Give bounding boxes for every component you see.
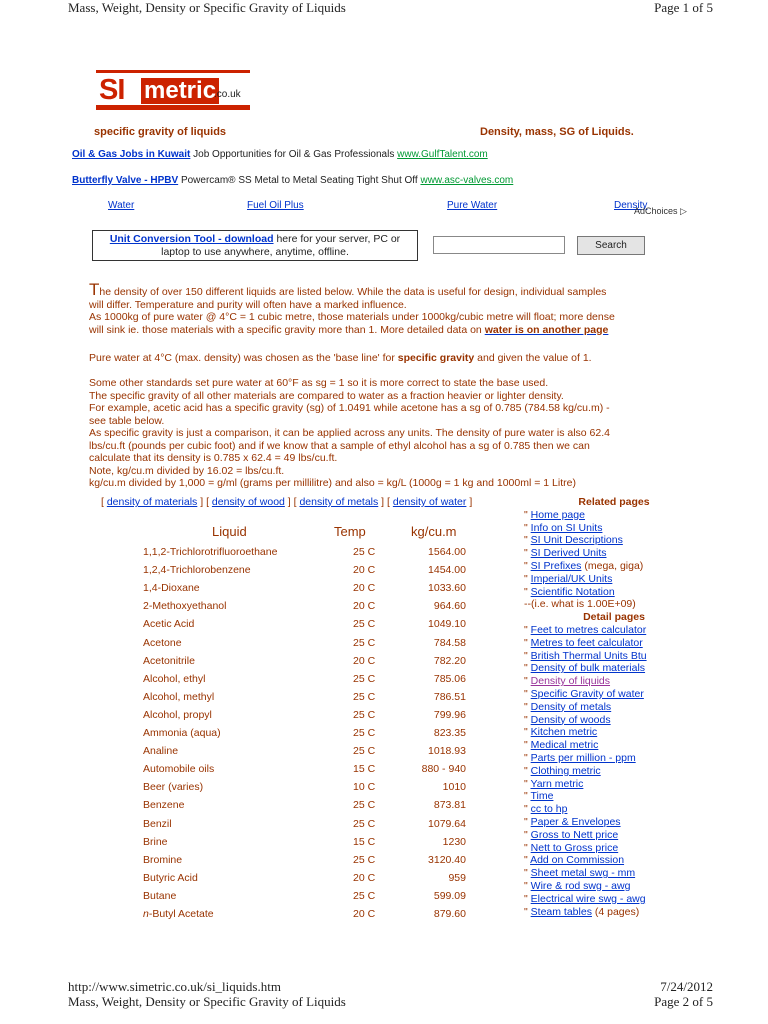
ad-text: Powercam® SS Metal to Metal Seating Tight Shut Off [180,175,418,186]
table-row [140,763,480,781]
density-value: 1049.10 [428,618,466,631]
detail-item[interactable]: " cc to hp [524,803,568,816]
detail-item[interactable]: " Yarn metric [524,777,584,790]
scientific-notation-note: --(i.e. what is 1.00E+09) [524,598,636,611]
detail-link[interactable]: Nett to Gross price [530,841,619,854]
ad-url[interactable]: www.asc-valves.com [420,175,514,186]
intro-paragraph: The density of over 150 different liquids are listed below. While the data is useful for design, individual samples will differ. Temperature and purity will often have a marked influence. As 1000kg of pure water @ 4°C = 1 cubic metre, those materials under 1000kg/cubic metre will float; more dense will sink ie. those materials with a specific gravity more than 1. More detailed data on water is on another page [89,280,615,336]
simetric-logo[interactable] [96,70,250,116]
table-row [140,799,480,817]
density-crosslinks: [ density of materials ] [ density of wood ] [ density of metals ] [ density of water ] [101,496,473,508]
table-row [140,600,480,618]
temperature: 25 C [353,636,376,649]
print-page-number: Page 1 of 5 [654,0,713,15]
footer-title: Mass, Weight, Density or Specific Gravity of Liquids [68,994,346,1009]
logo-metric: metric [141,78,219,104]
ad-text: Job Opportunities for Oil & Gas Professionals [193,149,395,160]
temperature: 10 C [353,781,376,794]
density-value: 879.60 [433,908,466,920]
detail-link[interactable]: Yarn metric [530,777,584,790]
detail-item[interactable]: " British Thermal Units Btu [524,649,647,662]
conversion-text-2: laptop to use anywhere, anytime, offline. [161,246,349,258]
col-header-density: kg/cu.m [411,524,457,539]
detail-heading: Detail pages [583,611,645,624]
temperature: 20 C [353,564,376,577]
liquid-name: Ammonia (aqua) [143,727,221,739]
detail-item[interactable]: " Nett to Gross price [524,841,619,854]
nav-link-density[interactable]: Density [614,200,648,211]
col-header-temp: Temp [334,524,366,539]
density-value: 785.06 [433,672,466,685]
ad-oil-gas[interactable] [72,149,488,160]
detail-item[interactable]: " Electrical wire swg - awg [524,892,646,905]
temperature: 25 C [353,546,376,558]
footer-date: 7/24/2012 [660,979,713,994]
nav-link-water[interactable]: Water [108,200,135,211]
detail-link[interactable]: Paper & Envelopes [530,815,621,828]
density-value: 1010 [442,781,466,794]
density-value: 784.58 [433,636,466,649]
density-value: 873.81 [433,799,466,812]
temperature: 20 C [353,654,376,667]
table-row [140,637,480,655]
temperature: 25 C [353,817,376,830]
density-value: 786.51 [433,690,466,703]
liquid-name: 1,2,4-Trichlorobenzene [143,564,251,577]
detail-item[interactable]: " Add on Commission [524,854,625,867]
liquid-name: 1,1,2-Trichlorotrifluoroethane [143,546,278,558]
detail-link[interactable]: Feet to metres calculator [530,623,647,636]
ad-butterfly-valve[interactable] [72,175,513,186]
liquid-name: Analine [143,745,179,758]
liquid-name: Beer (varies) [143,781,204,794]
detail-item[interactable]: " Paper & Envelopes [524,815,621,828]
temperature: 25 C [353,853,376,866]
link-density-materials[interactable]: density of materials [106,496,198,508]
subhead-right: Density, mass, SG of Liquids. [480,126,634,138]
ad-title[interactable]: Butterfly Valve - HPBV [72,175,179,186]
detail-item[interactable]: " Wire & rod swg - awg [524,879,631,892]
detail-item[interactable]: " Sheet metal swg - mm [524,867,636,880]
temperature: 25 C [353,745,376,758]
subhead-left: specific gravity of liquids [94,126,227,138]
detail-link[interactable]: Sheet metal swg - mm [530,867,636,880]
detail-link[interactable]: Gross to Nett price [530,828,619,841]
temperature: 20 C [353,908,376,920]
table-row [140,655,480,673]
table-row [140,673,480,691]
table-row [140,836,480,854]
related-link[interactable]: Imperial/UK Units [530,572,613,585]
density-value: 1033.60 [428,582,466,595]
detail-item[interactable]: " Gross to Nett price [524,828,619,841]
water-page-link[interactable]: water is on another page [484,323,609,336]
print-header [68,0,713,16]
density-value: 782.20 [433,654,466,667]
related-pages-sidebar [524,496,694,918]
search-button[interactable]: Search [577,236,645,255]
detail-link[interactable]: Density of liquids [530,675,611,688]
detail-link[interactable]: cc to hp [530,803,568,816]
search-input[interactable] [433,236,565,254]
detail-link[interactable]: Density of woods [530,713,611,726]
density-value: 964.60 [433,600,466,613]
detail-link[interactable]: Metres to feet calculator [530,636,643,649]
conversion-tool-box [92,230,418,261]
col-header-liquid: Liquid [212,524,247,539]
liquid-name: Benzil [143,817,172,830]
related-link[interactable]: SI Prefixes [530,559,582,572]
temperature: 25 C [353,672,376,685]
conversion-text: here for your server, PC or [276,233,401,245]
related-link[interactable]: SI Derived Units [530,547,607,560]
detail-item[interactable]: " Steam tables (4 pages) [524,905,640,918]
table-row [140,908,480,926]
detail-link[interactable]: Density of bulk materials [530,662,646,675]
related-link[interactable]: Scientific Notation [530,585,615,598]
density-value: 3120.40 [428,853,466,866]
liquid-name: Automobile oils [143,763,215,776]
temperature: 20 C [353,582,376,595]
detail-item[interactable]: " Medical metric [524,739,599,752]
liquid-name: Acetic Acid [143,618,195,631]
detail-item[interactable]: " Kitchen metric [524,726,598,739]
detail-item[interactable]: " Parts per million - ppm [524,751,636,764]
detail-item[interactable]: " Density of metals [524,700,612,713]
temperature: 25 C [353,618,376,631]
related-item[interactable]: " Info on SI Units [524,521,603,534]
temperature: 20 C [353,871,376,884]
liquid-name: 1,4-Dioxane [143,582,200,595]
nav-link-pure-water[interactable]: Pure Water [447,200,498,211]
table-row [140,890,480,908]
liquid-name: n-Butyl Acetate [143,908,214,920]
liquid-name: Bromine [143,853,183,866]
related-heading: Related pages [578,496,650,508]
liquid-name: Acetonitrile [143,654,195,667]
table-row [140,818,480,836]
density-value: 599.09 [433,889,466,902]
detail-item[interactable]: " Time [524,790,554,803]
link-density-water[interactable]: density of water [392,496,467,508]
related-item[interactable]: " SI Prefixes (mega, giga) [524,559,644,572]
table-row [140,582,480,600]
liquid-name: Benzene [143,799,185,812]
drop-cap: T [89,280,100,299]
related-link[interactable]: Info on SI Units [530,521,603,534]
detail-item[interactable]: " Feet to metres calculator [524,623,647,636]
specific-gravity-paragraph: Pure water at 4°C (max. density) was chosen as the 'base line' for specific gravity and given the value of 1. [89,352,592,364]
print-header-page2 [68,994,713,1010]
density-value: 1454.00 [428,564,466,577]
detail-link[interactable]: Density of metals [530,700,612,713]
density-value: 1564.00 [428,546,466,558]
table-row [140,781,480,799]
related-link[interactable]: SI Unit Descriptions [530,534,623,547]
table-row [140,691,480,709]
detail-item[interactable]: " Density of bulk materials [524,662,646,675]
related-item[interactable]: " Imperial/UK Units [524,572,613,585]
detail-link[interactable]: Medical metric [530,739,599,752]
standards-paragraph: Some other standards set pure water at 60°F as sg = 1 so it is more correct to state the base used. The specific gravity of all other materials are compared to water as a fraction heavier or lighter density. For example, acetic acid has a specific gravity (sg) of 1.0491 while acetone has a sg of 0.785 (784.58 kg/cu.m) - see table below. As specific gravity is just a comparison, it can be applied across any units. The density of pure water is also 62.4 lbs/cu.ft (pounds per cubic foot) and if we know that a sample of ethyl alcohol has a sg of 0.785 then we can calculate that its density is 0.785 x 62.4 = 49 lbs/cu.ft. Note, kg/cu.m divided by 16.02 = lbs/cu.ft. kg/cu.m divided by 1,000 = g/ml (grams per millilitre) and also = kg/L (1000g = 1 kg and 1000ml = 1 Litre) [89,377,610,489]
footer-url: http://www.simetric.co.uk/si_liquids.htm [68,979,281,994]
adchoices-label[interactable]: AdChoices ▷ [634,206,687,216]
table-row [140,709,480,727]
liquid-name: Alcohol, methyl [143,690,215,703]
detail-item[interactable]: " Specific Gravity of water [524,687,644,700]
detail-link[interactable]: Clothing metric [530,764,601,777]
temperature: 15 C [353,835,376,848]
logo-domain: .co.uk [214,89,241,100]
liquid-name: Alcohol, propyl [143,708,212,721]
liquid-name: Acetone [143,636,182,649]
detail-item[interactable]: " Metres to feet calculator [524,636,643,649]
related-link[interactable]: Home page [530,508,585,521]
table-row [140,872,480,890]
temperature: 25 C [353,889,376,902]
footer-page-number: Page 2 of 5 [654,994,713,1009]
detail-link[interactable]: Steam tables [530,905,592,918]
table-row [140,564,480,582]
detail-link[interactable]: Add on Commission [530,854,625,867]
detail-link[interactable]: Kitchen metric [530,726,598,739]
print-footer-url-row [68,979,713,995]
table-row [140,618,480,636]
detail-link[interactable]: Specific Gravity of water [530,687,644,700]
density-value: 823.35 [433,727,466,739]
detail-link[interactable]: British Thermal Units Btu [530,649,647,662]
detail-item[interactable]: " Clothing metric [524,764,601,777]
table-row [140,745,480,763]
detail-link[interactable]: Time [530,790,554,803]
related-item[interactable]: " Scientific Notation [524,585,615,598]
table-row [140,546,480,564]
liquid-name: Butane [143,889,177,902]
detail-link[interactable]: Electrical wire swg - awg [530,892,646,905]
ad-url[interactable]: www.GulfTalent.com [397,149,488,160]
density-value: 799.96 [433,708,466,721]
liquid-name: Butyric Acid [143,871,198,884]
print-title: Mass, Weight, Density or Specific Gravity of Liquids [68,0,346,15]
table-row [140,854,480,872]
liquid-name: Brine [143,835,168,848]
density-value: 1079.64 [428,817,466,830]
ad-title[interactable]: Oil & Gas Jobs in Kuwait [72,149,191,160]
density-value: 1018.93 [428,745,466,758]
related-item[interactable]: " SI Unit Descriptions [524,534,623,547]
nav-link-fuel-oil[interactable]: Fuel Oil Plus [247,200,304,211]
temperature: 25 C [353,799,376,812]
liquid-name: 2-Methoxyethanol [143,600,227,613]
temperature: 20 C [353,600,376,613]
liquid-name: Alcohol, ethyl [143,672,206,685]
detail-item[interactable]: " Density of liquids [524,675,611,688]
conversion-tool-link[interactable]: Unit Conversion Tool - download [109,233,274,245]
table-row [140,727,480,745]
related-item[interactable]: " Home page [524,508,585,521]
detail-item[interactable]: " Density of woods [524,713,611,726]
density-value: 1230 [442,835,466,848]
detail-link[interactable]: Parts per million - ppm [530,751,636,764]
link-density-metals[interactable]: density of metals [299,496,379,508]
temperature: 15 C [353,763,376,776]
related-item[interactable]: " SI Derived Units [524,547,607,560]
density-value: 959 [448,871,466,884]
density-value: 880 - 940 [421,763,466,776]
temperature: 25 C [353,690,376,703]
detail-link[interactable]: Wire & rod swg - awg [530,879,631,892]
logo-si: SI [99,74,125,106]
temperature: 25 C [353,708,376,721]
link-density-wood[interactable]: density of wood [211,496,285,508]
temperature: 25 C [353,727,376,739]
